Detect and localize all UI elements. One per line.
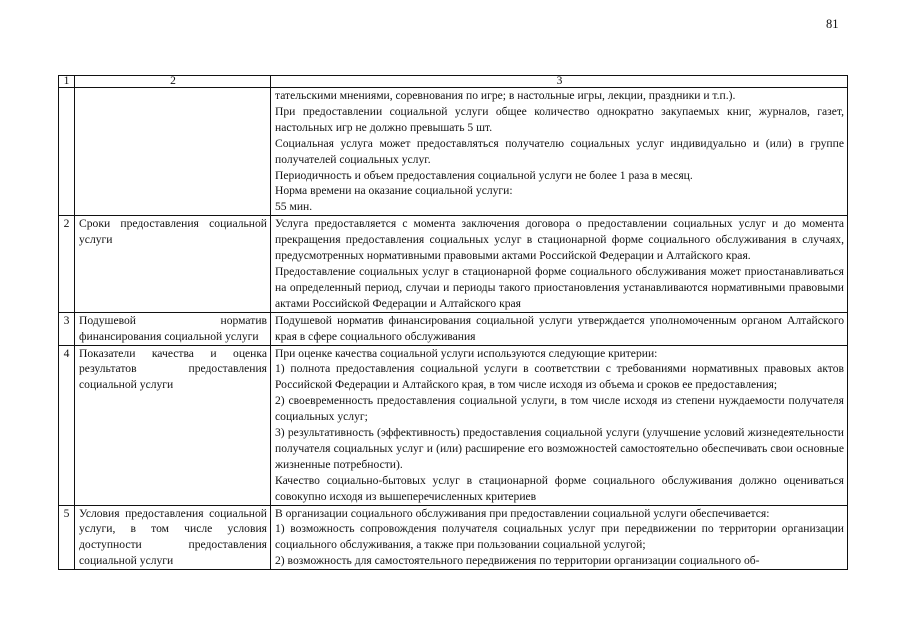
row-title: Показатели качества и оценка результатов предоставления социальной услуги [75, 345, 271, 505]
content-paragraph: 1) полнота предоставления социальной услуги в соответствии с требованиями нормативных правовых актов Российской Федерации и Алтайского края, в том числе исходя из объема и сроков ее предоставления; [275, 362, 844, 392]
row-title: Условия предоставления социальной услуги, в том числе условия доступности предоставления социальной услуги [75, 505, 271, 570]
table-row [59, 312, 848, 345]
content-paragraph: Подушевой норматив финансирования социальной услуги утверждается уполномоченным органом Алтайского края в сфере социального обслуживания [275, 313, 844, 343]
row-content [271, 345, 848, 505]
content-paragraph: Норма времени на оказание социальной услуги: [275, 184, 513, 198]
content-paragraph: Периодичность и объем предоставления социальной услуги не более 1 раза в месяц. [275, 168, 693, 182]
row-number: 5 [59, 505, 75, 570]
content-paragraph: Услуга предоставляется с момента заключения договора о предоставлении социальных услуг и до момента прекращения предоставления социальных услуг в стационарной форме социального обслуживания в случаях, предусмотренных нормативными правовыми актами Российской Федерации и Алтайского края. [275, 217, 844, 263]
row-number: 4 [59, 345, 75, 505]
services-table [58, 75, 848, 570]
row-content [271, 505, 848, 570]
table-row [59, 505, 848, 570]
header-col-1: 1 [59, 76, 75, 88]
row-content [271, 216, 848, 312]
header-col-3: 3 [271, 76, 848, 88]
content-paragraph: Социальная услуга может предоставляться получателю социальных услуг индивидуально и (или) в группе получателей социальных услуг. [275, 136, 844, 166]
content-paragraph: При предоставлении социальной услуги общее количество однократно закупаемых книг, журналов, газет, настольных игр не должно превышать 5 шт. [275, 104, 844, 134]
content-paragraph: В организации социального обслуживания при предоставлении социальной услуги обеспечивается: [275, 506, 770, 520]
content-paragraph: При оценке качества социальной услуги используются следующие критерии: [275, 346, 658, 360]
table-row [59, 345, 848, 505]
content-paragraph: 3) результативность (эффективность) предоставления социальной услуги (улучшение условий жизнедеятельности получателя социальных услуг и (или) расширение его возможностей самостоятельно обеспечивать свои основные жизненные потребности). [275, 426, 844, 471]
row-number: 2 [59, 216, 75, 312]
content-paragraph: Предоставление социальных услуг в стационарной форме социального обслуживания может приостанавливаться на определенный период, случаи и периоды такого приостановления устанавливаются нормативными правовыми актами Российской Федерации и Алтайского края [275, 264, 844, 310]
row-content [271, 312, 848, 345]
content-paragraph: 2) возможность для самостоятельного передвижения по территории организации социального об- [275, 554, 760, 568]
table-row [59, 216, 848, 312]
row-title: Сроки предоставления социальной услуги [75, 216, 271, 312]
table-row-continuation [59, 88, 848, 216]
content-paragraph: 55 мин. [275, 200, 313, 214]
row-title: Подушевой норматив финансирования социальной услуги [75, 312, 271, 345]
row-content [271, 88, 848, 216]
content-paragraph: тательскими мнениями, соревнования по игре; в настольные игры, лекции, праздники и т.п.). [275, 89, 736, 102]
table-header-row [59, 76, 848, 88]
header-col-2: 2 [75, 76, 271, 88]
content-paragraph: 2) своевременность предоставления социальной услуги, в том числе исходя из степени нуждаемости получателя социальных услуг; [275, 394, 844, 424]
row-number: 3 [59, 312, 75, 345]
page-number: 81 [826, 17, 839, 31]
content-paragraph: 1) возможность сопровождения получателя социальных услуг при передвижении по территории организации социального обслуживания, а также при пользовании социальной услугой; [275, 522, 844, 552]
content-paragraph: Качество социально-бытовых услуг в стационарной форме социального обслуживания должно оцениваться совокупно исходя из вышеперечисленных критериев [275, 473, 844, 503]
